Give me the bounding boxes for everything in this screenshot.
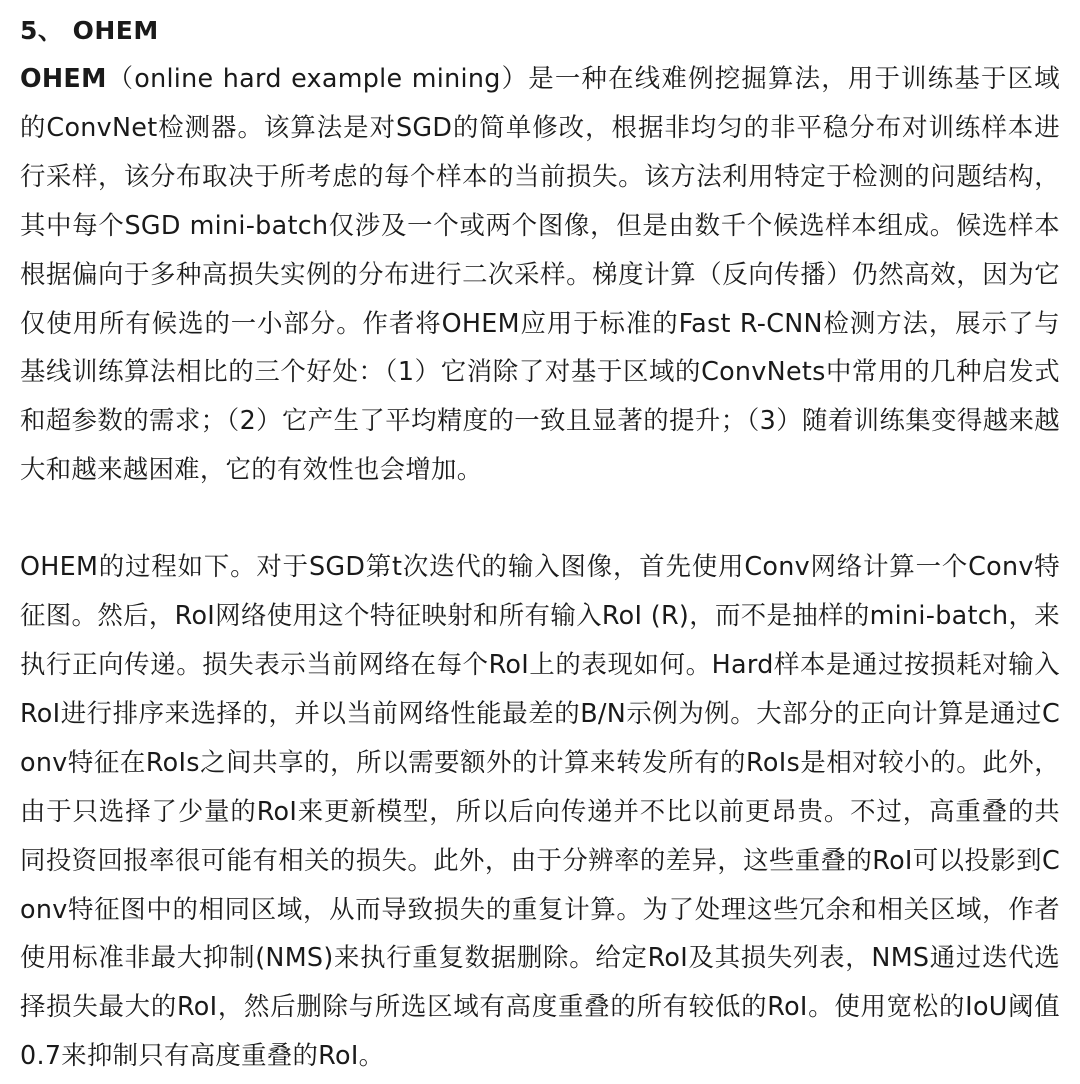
paragraph-ohem-intro: [20, 54, 1060, 494]
paragraph-ohem-process: OHEM的过程如下。对于SGD第t次迭代的输入图像，首先使用Conv网络计算一个Conv特征图。然后，RoI网络使用这个特征映射和所有输入RoI (R)，而不是抽样的mini-batch，来执行正向传递。损失表示当前网络在每个RoI上的表现如何。Hard样本是通过按损耗对输入RoI进行排序来选择的，并以当前网络性能最差的B/N示例为例。大部分的正向计算是通过Conv特征在RoIs之间共享的，所以需要额外的计算来转发所有的RoIs是相对较小的。此外，由于只选择了少量的RoI来更新模型，所以后向传递并不比以前更昂贵。不过，高重叠的共同投资回报率很可能有相关的损失。此外，由于分辨率的差异，这些重叠的RoI可以投影到Conv特征图中的相同区域，从而导致损失的重复计算。为了处理这些冗余和相关区域，作者使用标准非最大抑制(NMS)来执行重复数据删除。给定RoI及其损失列表，NMS通过迭代选择损失最大的RoI，然后删除与所选区域有高度重叠的所有较低的RoI。使用宽松的IoU阈值0.7来抑制只有高度重叠的RoI。: [20, 551, 1060, 1071]
term-ohem: OHEM: [20, 63, 107, 93]
paragraph-ohem-intro-text: （online hard example mining）是一种在线难例挖掘算法，用于训练基于区域的ConvNet检测器。该算法是对SGD的简单修改，根据非均匀的非平稳分布对训练样本进行采样，该分布取决于所考虑的每个样本的当前损失。该方法利用特定于检测的问题结构，其中每个SGD mini-batch仅涉及一个或两个图像，但是由数千个候选样本组成。候选样本根据偏向于多种高损失实例的分布进行二次采样。梯度计算（反向传播）仍然高效，因为它仅使用所有候选的一小部分。作者将OHEM应用于标准的Fast R-CNN检测方法，展示了与基线训练算法相比的三个好处：（1）它消除了对基于区域的ConvNets中常用的几种启发式和超参数的需求；（2）它产生了平均精度的一致且显著的提升；（3）随着训练集变得越来越大和越来越困难，它的有效性也会增加。: [20, 63, 1060, 485]
section-heading: 5、 OHEM: [20, 16, 159, 45]
